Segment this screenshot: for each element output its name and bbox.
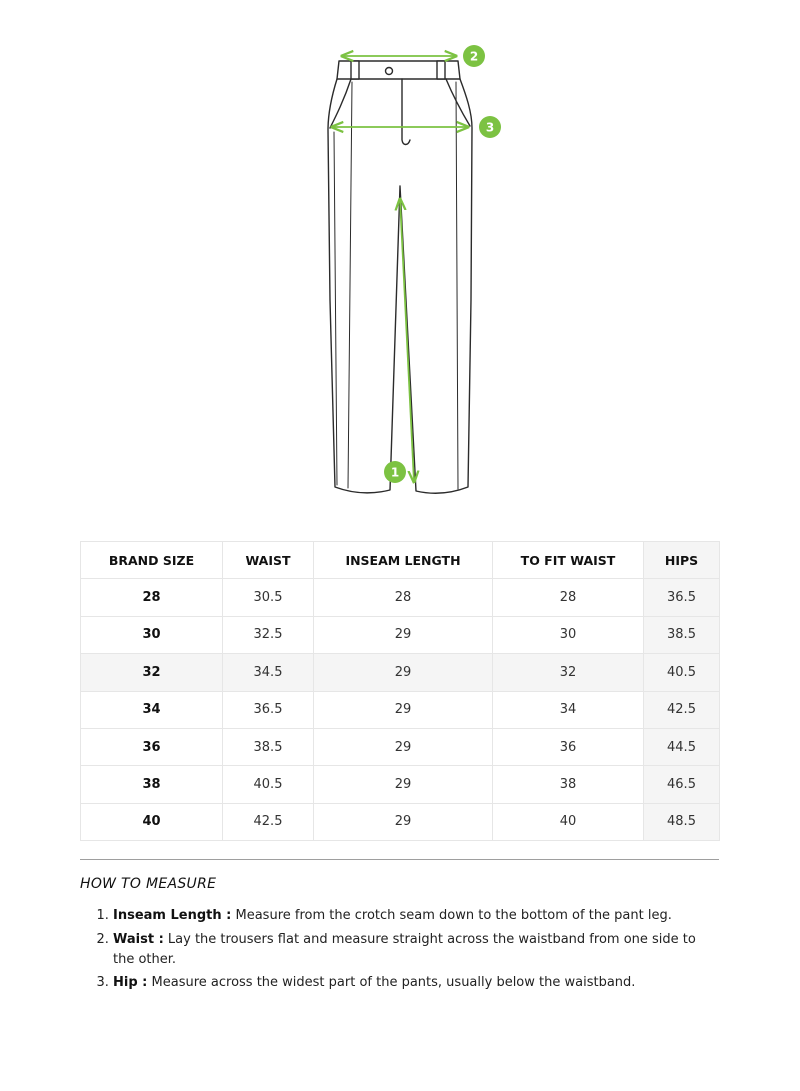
table-row [81,654,720,691]
measure-term: Inseam Length : [113,908,232,923]
list-item [113,906,719,926]
section-divider [80,859,719,860]
cell-waist: 40.5 [223,766,314,803]
table-row [81,803,720,840]
cell-inseam-length: 29 [314,616,493,653]
cell-waist: 34.5 [223,654,314,691]
column-header-to-fit-waist: TO FIT WAIST [493,542,644,579]
list-item [113,973,719,993]
measure-term: Hip : [113,975,148,990]
table-row [81,728,720,765]
cell-to-fit-waist: 30 [493,616,644,653]
table-header-row [81,542,720,579]
marker-inseam [384,461,406,483]
table-row [81,616,720,653]
marker-waist [463,45,485,67]
cell-to-fit-waist: 34 [493,691,644,728]
cell-to-fit-waist: 40 [493,803,644,840]
cell-inseam-length: 29 [314,728,493,765]
how-to-measure-title: HOW TO MEASURE [80,876,217,892]
cell-to-fit-waist: 36 [493,728,644,765]
cell-waist: 32.5 [223,616,314,653]
trousers-illustration [0,0,800,520]
cell-brand-size: 28 [81,579,223,616]
cell-inseam-length: 29 [314,803,493,840]
size-chart-table [80,541,720,841]
cell-hips: 36.5 [644,579,720,616]
table-row [81,579,720,616]
cell-hips: 42.5 [644,691,720,728]
cell-to-fit-waist: 32 [493,654,644,691]
marker-inseam-label: 1 [390,465,400,480]
cell-hips: 46.5 [644,766,720,803]
measure-description: Measure across the widest part of the pants, usually below the waistband. [151,975,636,990]
cell-to-fit-waist: 38 [493,766,644,803]
column-header-waist: WAIST [223,542,314,579]
cell-waist: 36.5 [223,691,314,728]
how-to-measure-list [80,906,719,997]
column-header-brand-size: BRAND SIZE [81,542,223,579]
cell-brand-size: 36 [81,728,223,765]
measure-description: Measure from the crotch seam down to the bottom of the pant leg. [235,908,672,923]
cell-brand-size: 34 [81,691,223,728]
measure-term: Waist : [113,931,164,947]
measure-description: Lay the trousers flat and measure straight across the waistband from one side to the other. [113,931,696,967]
cell-brand-size: 30 [81,616,223,653]
cell-inseam-length: 28 [314,579,493,616]
cell-inseam-length: 29 [314,691,493,728]
cell-hips: 44.5 [644,728,720,765]
cell-brand-size: 38 [81,766,223,803]
column-header-inseam-length: INSEAM LENGTH [314,542,493,579]
table-row [81,766,720,803]
marker-waist-label: 2 [469,49,479,64]
marker-hip-label: 3 [485,120,495,135]
cell-waist: 30.5 [223,579,314,616]
cell-brand-size: 32 [81,654,223,691]
cell-hips: 38.5 [644,616,720,653]
belt-loop-right [437,61,445,79]
marker-hip [479,116,501,138]
list-item [113,930,719,970]
cell-hips: 48.5 [644,803,720,840]
cell-inseam-length: 29 [314,654,493,691]
cell-hips: 40.5 [644,654,720,691]
cell-waist: 42.5 [223,803,314,840]
column-header-hips: HIPS [644,542,720,579]
waist-button [386,68,393,75]
belt-loop-left [351,61,359,79]
trousers-outline [328,61,472,493]
cell-waist: 38.5 [223,728,314,765]
table-row [81,691,720,728]
cell-to-fit-waist: 28 [493,579,644,616]
cell-brand-size: 40 [81,803,223,840]
cell-inseam-length: 29 [314,766,493,803]
